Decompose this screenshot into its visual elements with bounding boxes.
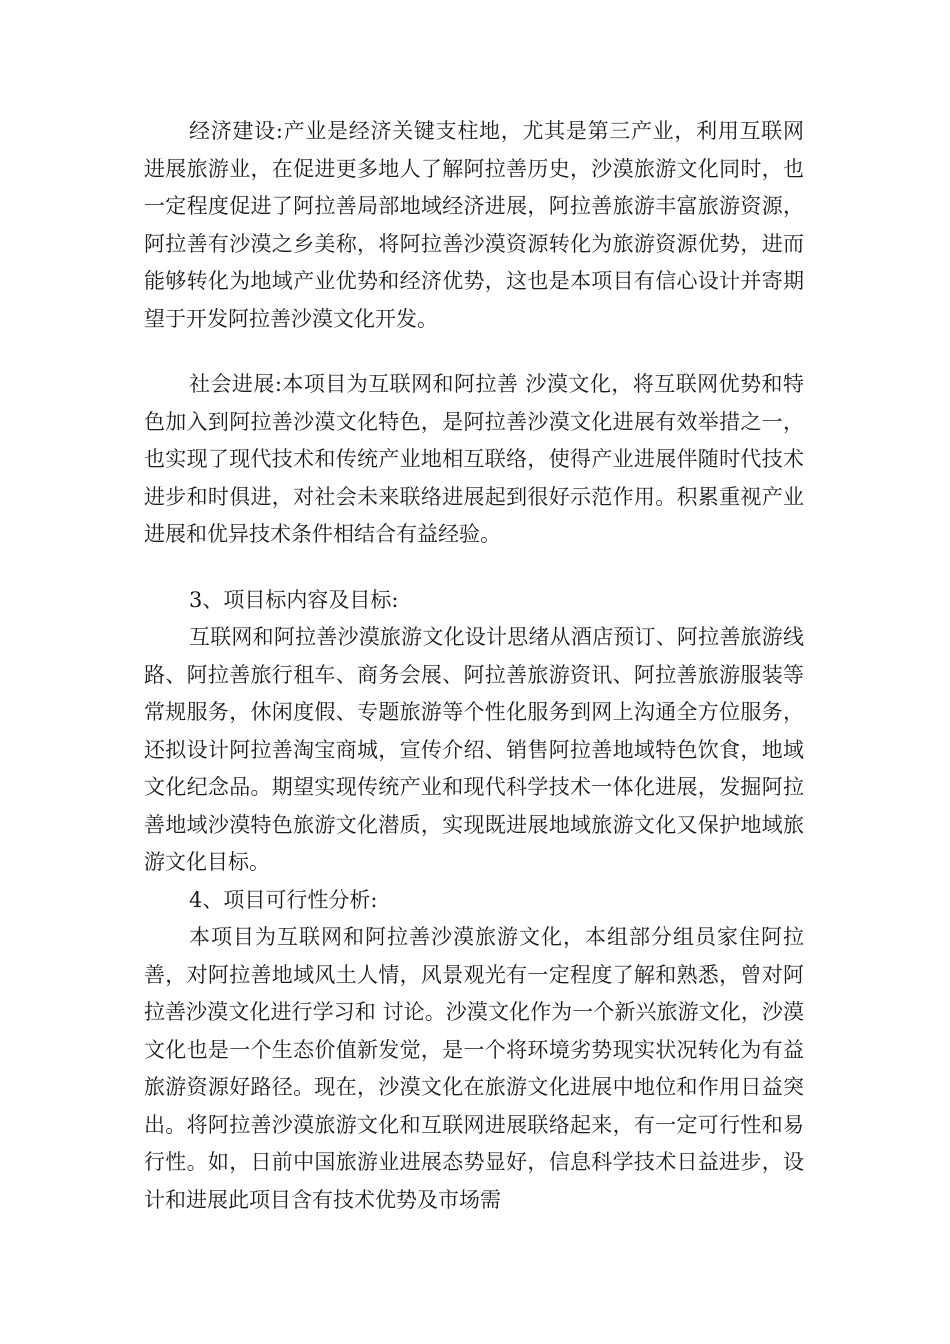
document-body bbox=[144, 113, 804, 1219]
paragraph-economic-construction: 经济建设:产业是经济关键支柱地，尤其是第三产业，利用互联网进展旅游业，在促进更多地人了解阿拉善历史，沙漠旅游文化同时，也一定程度促进了阿拉善局部地域经济进展，阿拉善旅游丰富旅游资源，阿拉善有沙漠之乡美称，将阿拉善沙漠资源转化为旅游资源优势，进而能够转化为地域产业优势和经济优势，这也是本项目有信心设计并寄期望于开发阿拉善沙漠文化开发。 bbox=[144, 119, 804, 331]
section-heading-feasibility: 4、项目可行性分析: bbox=[189, 887, 378, 912]
paragraph-project-content: 互联网和阿拉善沙漠旅游文化设计思绪从酒店预订、阿拉善旅游线路、阿拉善旅行租车、商务会展、阿拉善旅游资讯、阿拉善旅游服装等常规服务，休闲度假、专题旅游等个性化服务到网上沟通全方位服务，还拟设计阿拉善淘宝商城，宣传介绍、销售阿拉善地域特色饮食，地域文化纪念品。期望实现传统产业和现代科学技术一体化进展，发掘阿拉善地域沙漠特色旅游文化潜质，实现既进展地域旅游文化又保护地域旅游文化目标。 bbox=[144, 625, 804, 874]
paragraph-feasibility: 本项目为互联网和阿拉善沙漠旅游文化，本组部分组员家住阿拉善，对阿拉善地域风土人情，风景观光有一定程度了解和熟悉，曾对阿拉善沙漠文化进行学习和 讨论。沙漠文化作为一个新兴旅游文化，沙漠文化也是一个生态价值新发觉，是一个将环境劣势现实状况转化为有益旅游资源好路径。现在，沙漠文化在旅游文化进展中地位和作用日益突出。将阿拉善沙漠旅游文化和互联网进展联络起来，有一定可行性和易行性。如，日前中国旅游业进展态势显好，信息科学技术日益进步，设计和进展此项目含有技术优势及市场需 bbox=[144, 925, 804, 1212]
paragraph-social-development: 社会进展:本项目为互联网和阿拉善 沙漠文化，将互联网优势和特色加入到阿拉善沙漠文化特色，是阿拉善沙漠文化进展有效举措之一，也实现了现代技术和传统产业地相互联络，使得产业进展伴随时代技术进步和时俱进，对社会未来联络进展起到很好示范作用。积累重视产业进展和优异技术条件相结合有益经验。 bbox=[144, 372, 804, 546]
section-heading-project-content: 3、项目标内容及目标: bbox=[189, 587, 399, 612]
